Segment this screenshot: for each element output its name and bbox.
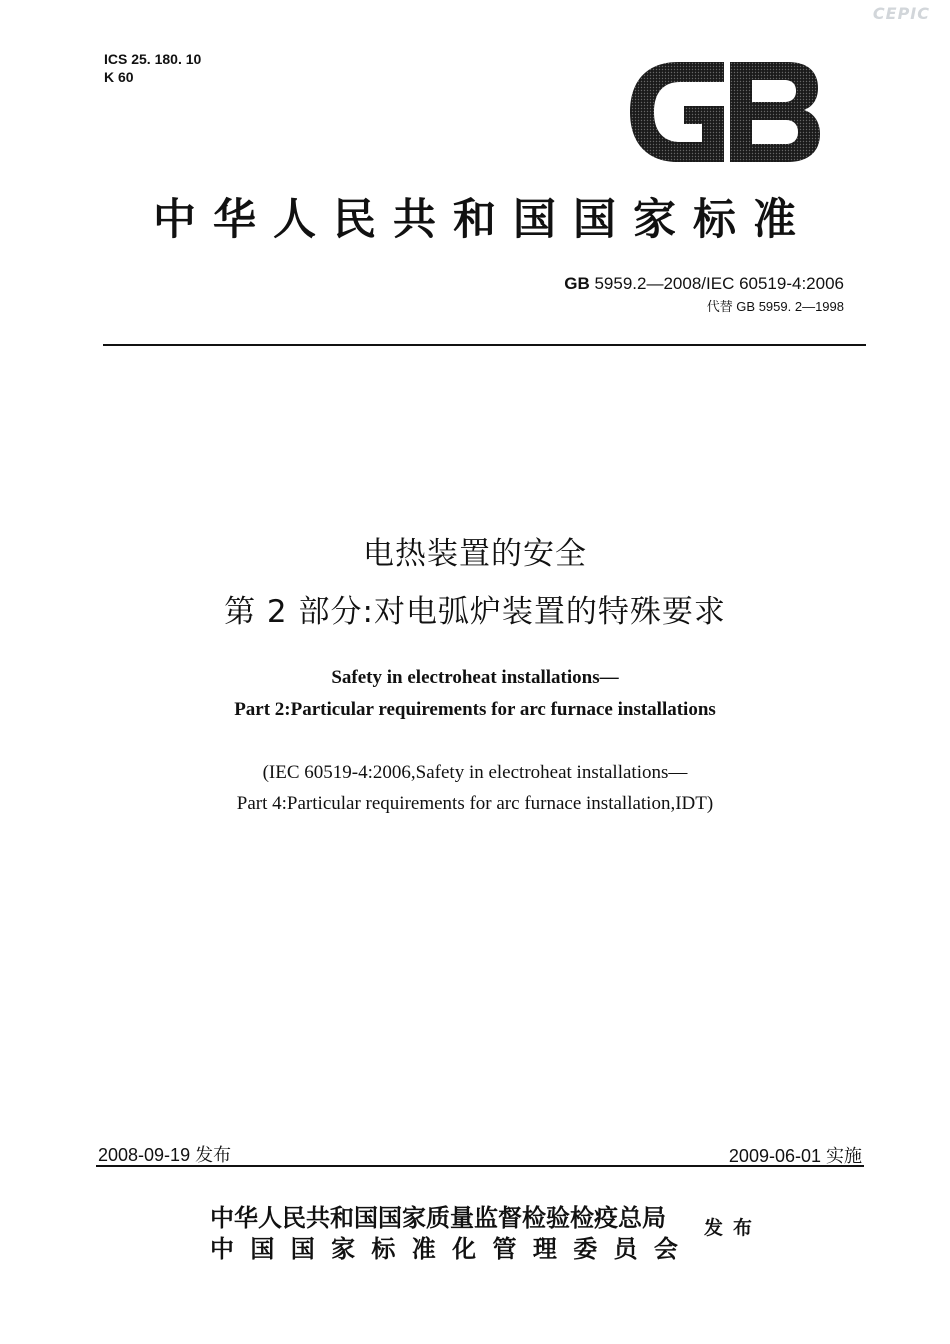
issued-label: 发布 (704, 1217, 763, 1239)
standard-prefix: GB (564, 274, 590, 293)
ics-code: ICS 25. 180. 10 (104, 51, 202, 67)
gb-logo-icon (628, 62, 820, 162)
footer-divider (96, 1165, 864, 1167)
title-en-line1: Safety in electroheat installations— (331, 667, 619, 688)
standard-number: 5959.2—2008/IEC 60519-4:2006 (594, 274, 844, 293)
ccs-code: K 60 (104, 69, 134, 85)
replaces-standard: 代替 GB 5959. 2—1998 (706, 299, 844, 314)
watermark: CEPIC (872, 4, 930, 23)
standard-title: 中华人民共和国国家标准 (153, 195, 813, 245)
title-en-line2: Part 2:Particular requirements for arc furnace installations (234, 699, 716, 720)
issuer-line1: 中华人民共和国国家质量监督检验检疫总局 (210, 1204, 666, 1232)
title-cn-line2: 第 2 部分:对电弧炉装置的特殊要求 (224, 594, 726, 630)
title-iec-line1: (IEC 60519-4:2006,Safety in electroheat installations— (262, 762, 688, 783)
issuer-line2: 中 国 国 家 标 准 化 管 理 委 员 会 (210, 1235, 682, 1263)
standard-code (564, 274, 844, 294)
classification-codes (104, 50, 201, 86)
title-cn-line1: 电热装置的安全 (363, 536, 587, 572)
implement-date: 2009-06-01 实施 (728, 1146, 862, 1166)
header-divider (103, 344, 866, 346)
title-iec-line2: Part 4:Particular requirements for arc furnace installation,IDT) (236, 793, 714, 814)
issue-date: 2008-09-19 发布 (98, 1145, 232, 1165)
